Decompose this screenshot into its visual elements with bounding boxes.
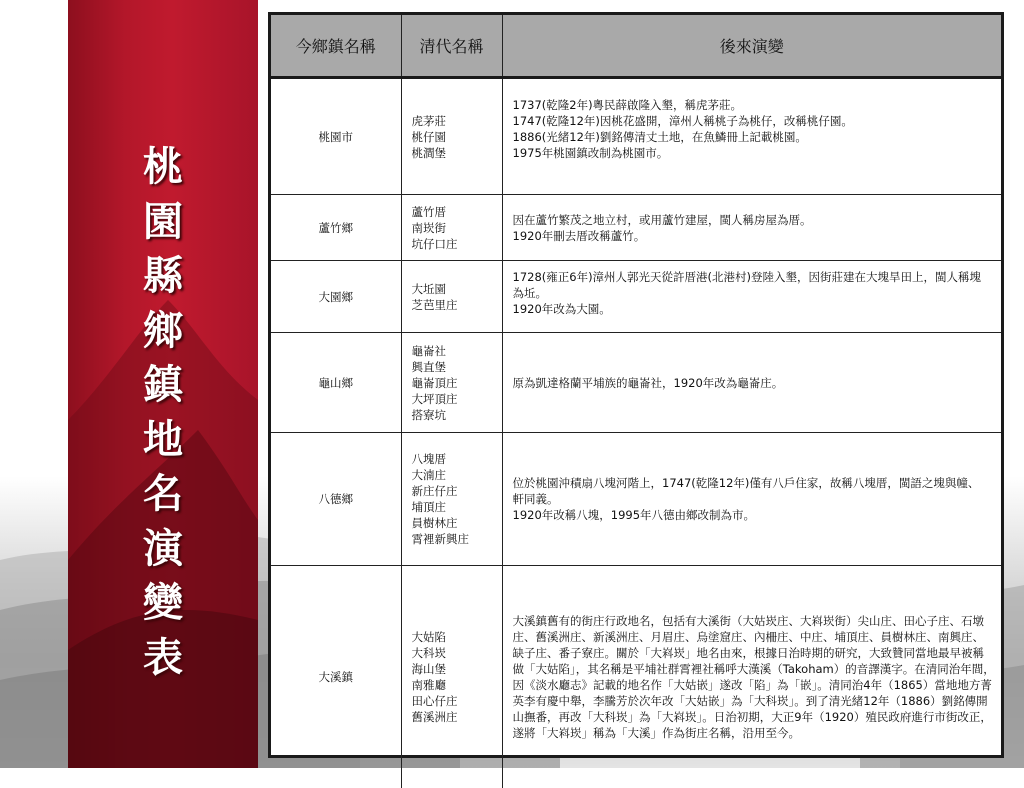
header-qing-name: 清代名稱 <box>401 15 502 78</box>
town-name-cell: 八德鄉 <box>271 433 401 566</box>
evolution-text: 1920年改為大園。 <box>513 301 990 317</box>
title-char: 表 <box>139 631 187 686</box>
qing-name: 大姑陷 <box>412 629 501 645</box>
title-char: 鎮 <box>139 358 187 413</box>
qing-name: 大湳庄 <box>412 467 501 483</box>
evolution-cell <box>502 261 1001 333</box>
table-row <box>271 195 1001 261</box>
title-char: 變 <box>139 576 187 631</box>
qing-name: 埔頂庄 <box>412 499 501 515</box>
title-char: 鄉 <box>139 304 187 359</box>
qing-name: 田心仔庄 <box>412 693 501 709</box>
evolution-text: 原為凱達格蘭平埔族的龜崙社，1920年改為龜崙庄。 <box>513 375 990 391</box>
evolution-cell <box>502 566 1001 788</box>
evolution-cell <box>502 78 1001 195</box>
qing-name: 搭寮坑 <box>412 407 501 423</box>
evolution-text: 1886(光緒12年)劉銘傳清丈土地，在魚鱗冊上記載桃園。 <box>513 129 990 145</box>
table-row <box>271 433 1001 566</box>
table-header-row <box>271 15 1001 78</box>
qing-name: 海山堡 <box>412 661 501 677</box>
title-char: 地 <box>139 413 187 468</box>
qing-name: 龜崙頂庄 <box>412 375 501 391</box>
place-name-table-container <box>268 12 1004 758</box>
evolution-cell <box>502 195 1001 261</box>
qing-name: 芝芭里庄 <box>412 297 501 313</box>
qing-name: 大坪頂庄 <box>412 391 501 407</box>
qing-name: 龜崙社 <box>412 343 501 359</box>
evolution-text: 1747(乾隆12年)因桃花盛開，漳州人稱桃子為桃仔，改稱桃仔園。 <box>513 113 990 129</box>
header-evolution: 後來演變 <box>502 15 1001 78</box>
title-char: 園 <box>139 195 187 250</box>
title-char: 演 <box>139 522 187 577</box>
evolution-text: 因在蘆竹繁茂之地立村，或用蘆竹建屋，閩人稱房屋為厝。 <box>513 212 990 228</box>
qing-names-cell <box>401 195 502 261</box>
evolution-cell <box>502 333 1001 433</box>
evolution-text: 1920年改稱八塊，1995年八德由鄉改制為市。 <box>513 507 990 523</box>
town-name-cell: 桃園市 <box>271 78 401 195</box>
qing-names-cell <box>401 261 502 333</box>
qing-name: 舊溪洲庄 <box>412 709 501 725</box>
qing-name: 八塊厝 <box>412 451 501 467</box>
qing-name: 虎茅莊 <box>412 113 501 129</box>
qing-name: 桃仔園 <box>412 129 501 145</box>
qing-names-cell <box>401 433 502 566</box>
qing-name: 南崁街 <box>412 220 501 236</box>
town-name-cell: 大溪鎮 <box>271 566 401 788</box>
evolution-text: 位於桃園沖積扇八塊河階上，1747(乾隆12年)僅有八戶住家，故稱八塊厝，閩語之塊與幢、軒同義。 <box>513 475 990 507</box>
town-name-cell: 龜山鄉 <box>271 333 401 433</box>
evolution-text: 1737(乾隆2年)粵民薛啟隆入墾，稱虎茅莊。 <box>513 97 990 113</box>
qing-name: 南雅廳 <box>412 677 501 693</box>
title-char: 名 <box>139 467 187 522</box>
evolution-text: 大溪鎮舊有的街庄行政地名，包括有大溪街（大姑崁庄、大嵙崁街）尖山庄、田心子庄、石墩庄、舊溪洲庄、新溪洲庄、月眉庄、烏塗窟庄、內柵庄、中庄、埔頂庄、員樹林庄、南興庄、缺子庄、番子寮庄。關於「大嵙崁」地名由來，根據日治時期的研究，大致贊同當地最早被稱做「大姑陷」，其名稱是平埔社群霄裡社稱呼大漢溪（Takoham）的音譯漢字。在清同治年間，因《淡水廳志》記載的地名作「大姑嵌」遂改「陷」為「嵌」。清同治4年（1865）當地地方菁英李有慶中舉，李騰芳於次年改「大姑嵌」為「大科崁」。到了清光緒12年（1886）劉銘傳開山撫番，再改「大科崁」為「大嵙崁」。日治初期，大正9年（1920）殖民政府進行市街改正，遂將「大嵙崁」稱為「大溪」作為街庄名稱，沿用至今。 <box>513 613 996 741</box>
evolution-text: 1728(雍正6年)漳州人郭光天從許厝港(北港村)登陸入墾，因街莊建在大塊旱田上，閩人稱塊為坵。 <box>513 269 990 301</box>
page-title <box>68 140 258 685</box>
qing-name: 霄裡新興庄 <box>412 531 501 547</box>
evolution-text: 1975年桃園鎮改制為桃園市。 <box>513 145 990 161</box>
qing-name: 員樹林庄 <box>412 515 501 531</box>
title-char: 桃 <box>139 140 187 195</box>
qing-name: 大坵園 <box>412 281 501 297</box>
table-row <box>271 333 1001 433</box>
title-banner <box>68 0 258 768</box>
qing-names-cell <box>401 333 502 433</box>
qing-names-cell <box>401 566 502 788</box>
qing-name: 坑仔口庄 <box>412 236 501 252</box>
qing-names-cell <box>401 78 502 195</box>
table-row <box>271 566 1001 788</box>
town-name-cell: 大園鄉 <box>271 261 401 333</box>
place-name-table <box>271 15 1001 788</box>
title-char: 縣 <box>139 249 187 304</box>
table-row <box>271 261 1001 333</box>
evolution-text: 1920年刪去厝改稱蘆竹。 <box>513 228 990 244</box>
table-row <box>271 78 1001 195</box>
qing-name: 桃澗堡 <box>412 145 501 161</box>
qing-name: 興直堡 <box>412 359 501 375</box>
qing-name: 大科崁 <box>412 645 501 661</box>
town-name-cell: 蘆竹鄉 <box>271 195 401 261</box>
qing-name: 蘆竹厝 <box>412 204 501 220</box>
header-current-name: 今鄉鎮名稱 <box>271 15 401 78</box>
qing-name: 新庄仔庄 <box>412 483 501 499</box>
evolution-cell <box>502 433 1001 566</box>
